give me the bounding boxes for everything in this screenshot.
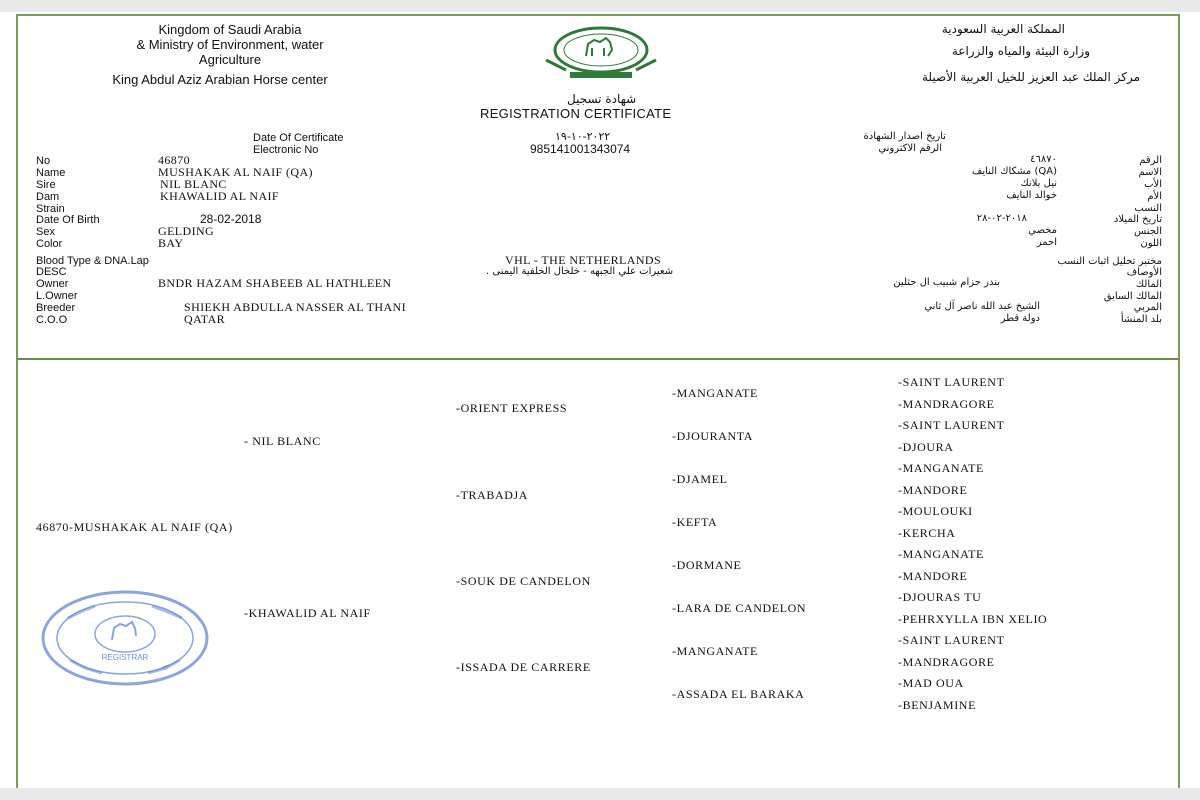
strain-label: Strain <box>36 203 65 215</box>
dam-label: Dam <box>36 191 60 203</box>
pedigree-gen4-10: -MANDORE <box>898 569 968 583</box>
pedigree-frame <box>16 358 1180 792</box>
sex-value-ar: مخصي <box>1028 225 1057 236</box>
title-english: REGISTRATION CERTIFICATE <box>480 106 672 121</box>
name-value-ar: (QA) مشكاك النايف <box>972 166 1057 177</box>
pedigree-sire: - NIL BLANC <box>244 434 321 448</box>
name-label: Name <box>36 167 66 179</box>
no-label: No <box>36 155 51 167</box>
sex-label: Sex <box>36 226 55 238</box>
pedigree-gen3-6: -LARA DE CANDELON <box>672 601 807 615</box>
owner-value-ar: بندر حزام شبيب ال حثلين <box>893 277 1000 288</box>
pedigree-gen3-5: -DORMANE <box>672 558 742 572</box>
pedigree-gen4-7: -MOULOUKI <box>898 504 973 518</box>
pedigree-gen3-7: -MANGANATE <box>672 644 758 658</box>
registrar-stamp-icon <box>40 588 210 688</box>
no-value: 46870 <box>158 153 190 167</box>
sex-value: GELDING <box>158 224 215 238</box>
color-value-ar: احمر <box>1036 237 1057 248</box>
pedigree-subject: 46870-MUSHAKAK AL NAIF (QA) <box>36 520 233 534</box>
color-value: BAY <box>158 236 184 250</box>
header-en-line4: King Abdul Aziz Arabian Horse center <box>112 72 328 87</box>
pedigree-gen4-9: -MANGANATE <box>898 547 984 561</box>
dam-label-ar: الأم <box>1147 191 1162 202</box>
color-label: Color <box>36 238 63 250</box>
header-ar-line2: وزارة البيئة والمياه والزراعة <box>951 44 1090 58</box>
no-label-ar: الرقم <box>1139 155 1162 166</box>
page-bottom-margin <box>0 788 1200 800</box>
color-label-ar: اللون <box>1140 238 1162 249</box>
dob-value-ar: ٢٠١٨-٠٢-٢٨ <box>976 213 1027 224</box>
title-arabic: شهادة تسجيل <box>567 92 637 106</box>
page-top-margin <box>0 0 1200 12</box>
header-en-line2: & Ministry of Environment, water <box>136 37 324 52</box>
blood-value: VHL - THE NETHERLANDS <box>505 253 662 267</box>
header-english <box>60 22 400 67</box>
pedigree-gen4-12: -PEHRXYLLA IBN XELIO <box>898 612 1048 626</box>
pedigree-gen2-3: -SOUK DE CANDELON <box>456 574 591 588</box>
sire-value: NIL BLANC <box>160 177 227 191</box>
date-label: Date Of Certificate <box>253 132 344 144</box>
pedigree-dam: -KHAWALID AL NAIF <box>244 606 371 620</box>
pedigree-gen4-4: -DJOURA <box>898 440 954 454</box>
coo-value-ar: دولة قطر <box>1000 313 1040 324</box>
pedigree-gen2-4: -ISSADA DE CARRERE <box>456 660 591 674</box>
name-value: MUSHAKAK AL NAIF (QA) <box>158 165 313 179</box>
pedigree-gen4-6: -MANDORE <box>898 483 968 497</box>
header-en-line3: Agriculture <box>198 52 262 67</box>
pedigree-gen4-3: -SAINT LAURENT <box>898 418 1005 432</box>
no-value-ar: ٤٦٨٧٠ <box>1030 154 1057 165</box>
pedigree-gen4-11: -DJOURAS TU <box>898 590 982 604</box>
dob-value: 28-02-2018 <box>200 212 262 226</box>
pedigree-gen3-8: -ASSADA EL BARAKA <box>672 687 805 701</box>
breeder-label: Breeder <box>36 302 76 314</box>
desc-label-ar: الأوصاف <box>1126 267 1162 278</box>
date-label-ar: تاريخ اصدار الشهادة <box>863 131 946 142</box>
pedigree-gen2-2: -TRABADJA <box>456 488 529 502</box>
pedigree-gen4-5: -MANGANATE <box>898 461 984 475</box>
pedigree-gen3-1: -MANGANATE <box>672 386 758 400</box>
dam-value: KHAWALID AL NAIF <box>160 189 279 203</box>
electronic-label-ar: الرقم الاكتروني <box>878 143 942 154</box>
pedigree-gen4-15: -MAD OUA <box>898 676 964 690</box>
dam-value-ar: خوالد النايف <box>1006 190 1057 201</box>
pedigree-gen4-14: -MANDRAGORE <box>898 655 995 669</box>
pedigree-gen3-3: -DJAMEL <box>672 472 728 486</box>
owner-label-ar: المالك <box>1135 279 1162 290</box>
header-ar-line1: المملكة العربية السعودية <box>941 22 1065 36</box>
pedigree-gen4-16: -BENJAMINE <box>898 698 976 712</box>
sex-label-ar: الجنس <box>1133 226 1162 237</box>
pedigree-gen4-1: -SAINT LAURENT <box>898 375 1005 389</box>
blood-label-ar: مختبر تحليل اثبات النسب <box>1057 256 1162 267</box>
electronic-value: 985141001343074 <box>530 142 631 156</box>
dob-label: Date Of Birth <box>36 214 100 226</box>
strain-label-ar: النسب <box>1134 203 1162 214</box>
sire-label-ar: الأب <box>1144 179 1162 190</box>
coo-value: QATAR <box>184 312 226 326</box>
center-logo-icon <box>526 26 676 88</box>
name-label-ar: الاسم <box>1138 167 1162 178</box>
header-en-line1: Kingdom of Saudi Arabia <box>158 22 302 37</box>
breeder-value-ar: الشيخ عبد الله ناصر آل ثاني <box>924 301 1040 312</box>
breeder-label-ar: المربي <box>1133 302 1162 313</box>
pedigree-gen3-4: -KEFTA <box>672 515 718 529</box>
coo-label-ar: بلد المنشأ <box>1120 314 1162 325</box>
date-value: ٢٠٢٢-١٠-١٩ <box>555 130 611 143</box>
owner-label: Owner <box>36 278 69 290</box>
desc-label: DESC <box>36 266 67 278</box>
lowner-label-ar: المالك السابق <box>1103 291 1162 302</box>
coo-label: C.O.O <box>36 314 68 326</box>
sire-label: Sire <box>36 179 56 191</box>
sire-value-ar: نيل بلانك <box>1020 178 1057 189</box>
header-ar-line3: مركز الملك عبد العزيز للخيل العربية الأصيلة <box>922 70 1140 84</box>
stamp-text: REGISTRAR <box>101 653 149 662</box>
pedigree-gen4-2: -MANDRAGORE <box>898 397 995 411</box>
owner-value: BNDR HAZAM SHABEEB AL HATHLEEN <box>158 276 392 290</box>
pedigree-gen4-8: -KERCHA <box>898 526 956 540</box>
breeder-value: SHIEKH ABDULLA NASSER AL THANI <box>184 300 407 314</box>
lowner-label: L.Owner <box>36 290 78 302</box>
blood-label: Blood Type & DNA.Lap <box>36 255 149 267</box>
pedigree-gen2-1: -ORIENT EXPRESS <box>456 401 568 415</box>
pedigree-gen3-2: -DJOURANTA <box>672 429 754 443</box>
dob-label-ar: تاريخ الميلاد <box>1113 214 1162 225</box>
pedigree-gen4-13: -SAINT LAURENT <box>898 633 1005 647</box>
desc-value-ar: شعيرات علي الجبهه - خلخال الخلفية اليمنى . <box>486 266 674 277</box>
electronic-label: Electronic No <box>253 144 319 156</box>
